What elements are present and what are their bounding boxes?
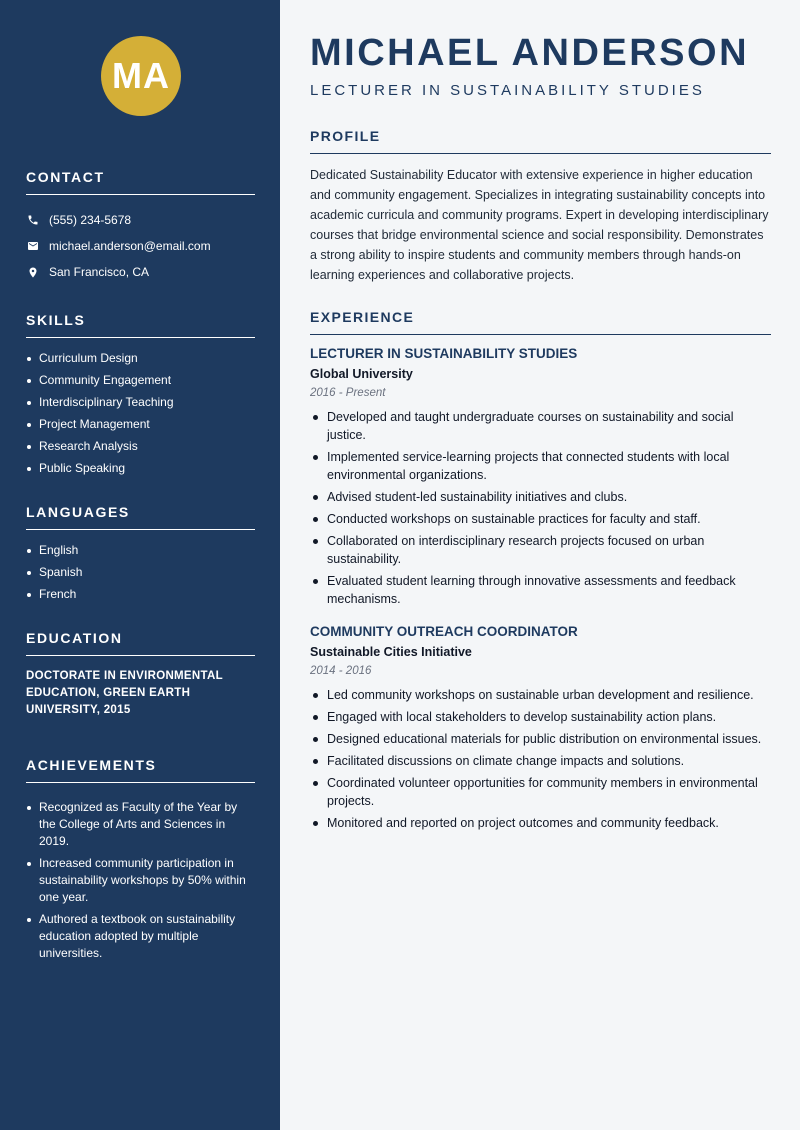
avatar-initials: MA bbox=[101, 36, 181, 116]
experience-heading: EXPERIENCE bbox=[310, 309, 771, 335]
profile-section bbox=[310, 128, 771, 285]
education-section bbox=[26, 630, 255, 719]
job-organization: Global University bbox=[310, 367, 413, 381]
job-dates: 2016 - Present bbox=[310, 387, 386, 399]
job-bullets bbox=[310, 408, 771, 608]
achievements-list bbox=[26, 799, 255, 962]
achievement-item: Increased community participation in sustainability workshops by 50% within one year. bbox=[26, 855, 255, 906]
job-bullet: Evaluated student learning through innovative assessments and feedback mechanisms. bbox=[310, 572, 771, 608]
skill-item: Project Management bbox=[26, 416, 255, 433]
job-bullets bbox=[310, 686, 771, 832]
job-bullet: Developed and taught undergraduate courses on sustainability and social justice. bbox=[310, 408, 771, 444]
candidate-title: LECTURER IN SUSTAINABILITY STUDIES bbox=[310, 82, 705, 99]
sidebar bbox=[0, 0, 280, 1130]
languages-list bbox=[26, 542, 255, 603]
job-bullet: Coordinated volunteer opportunities for community members in environmental projects. bbox=[310, 774, 771, 810]
languages-heading: LANGUAGES bbox=[26, 504, 255, 530]
job-bullet: Advised student-led sustainability initiatives and clubs. bbox=[310, 488, 771, 506]
skills-heading: SKILLS bbox=[26, 312, 255, 338]
education-heading: EDUCATION bbox=[26, 630, 255, 656]
job-bullet: Led community workshops on sustainable urban development and resilience. bbox=[310, 686, 771, 704]
job-dates: 2014 - 2016 bbox=[310, 665, 372, 677]
job-bullet: Engaged with local stakeholders to develop sustainability action plans. bbox=[310, 708, 771, 726]
email-icon bbox=[26, 239, 40, 253]
achievements-section bbox=[26, 757, 255, 962]
contact-email bbox=[26, 233, 255, 259]
education-entry: DOCTORATE IN ENVIRONMENTAL EDUCATION, GREEN EARTH UNIVERSITY, 2015 bbox=[26, 670, 223, 716]
phone-text: (555) 234-5678 bbox=[49, 213, 132, 227]
job-title: LECTURER IN SUSTAINABILITY STUDIES bbox=[310, 346, 578, 361]
job-entry bbox=[310, 624, 771, 832]
skill-item: Community Engagement bbox=[26, 372, 255, 389]
job-organization: Sustainable Cities Initiative bbox=[310, 645, 472, 659]
profile-text: Dedicated Sustainability Educator with extensive experience in higher education and community engagement. Specializes in integrating sustainability concepts into academic curricula and community programs. Expert in developing interdisciplinary courses that bridge environmental science and social responsibility. Demonstrates a strong ability to inspire students and community members through hands-on learning experiences and collaborative projects. bbox=[310, 168, 769, 282]
achievement-item: Authored a textbook on sustainability education adopted by multiple universities. bbox=[26, 911, 255, 962]
job-bullet: Monitored and reported on project outcomes and community feedback. bbox=[310, 814, 771, 832]
job-bullet: Conducted workshops on sustainable practices for faculty and staff. bbox=[310, 510, 771, 528]
skills-list bbox=[26, 350, 255, 477]
contact-location bbox=[26, 259, 255, 285]
location-text: San Francisco, CA bbox=[49, 265, 150, 279]
location-icon bbox=[26, 265, 40, 279]
language-item: Spanish bbox=[26, 564, 255, 581]
skill-item: Interdisciplinary Teaching bbox=[26, 394, 255, 411]
job-bullet: Designed educational materials for public distribution on environmental issues. bbox=[310, 730, 771, 748]
job-bullet: Collaborated on interdisciplinary research projects focused on urban sustainability. bbox=[310, 532, 771, 568]
language-item: English bbox=[26, 542, 255, 559]
contact-section bbox=[26, 169, 255, 285]
email-text: michael.anderson@email.com bbox=[49, 239, 211, 253]
main-content bbox=[280, 0, 800, 1130]
profile-heading: PROFILE bbox=[310, 128, 771, 154]
skill-item: Public Speaking bbox=[26, 460, 255, 477]
phone-icon bbox=[26, 213, 40, 227]
skill-item: Curriculum Design bbox=[26, 350, 255, 367]
skills-section bbox=[26, 312, 255, 477]
job-entry bbox=[310, 346, 771, 608]
job-title: COMMUNITY OUTREACH COORDINATOR bbox=[310, 624, 578, 639]
experience-section bbox=[310, 309, 771, 832]
contact-phone bbox=[26, 207, 255, 233]
job-bullet: Implemented service-learning projects that connected students with local environmental organizations. bbox=[310, 448, 771, 484]
achievement-item: Recognized as Faculty of the Year by the College of Arts and Sciences in 2019. bbox=[26, 799, 255, 850]
candidate-name: MICHAEL ANDERSON bbox=[310, 32, 750, 74]
language-item: French bbox=[26, 586, 255, 603]
job-bullet: Facilitated discussions on climate change impacts and solutions. bbox=[310, 752, 771, 770]
achievements-heading: ACHIEVEMENTS bbox=[26, 757, 255, 783]
contact-heading: CONTACT bbox=[26, 169, 255, 195]
languages-section bbox=[26, 504, 255, 603]
skill-item: Research Analysis bbox=[26, 438, 255, 455]
